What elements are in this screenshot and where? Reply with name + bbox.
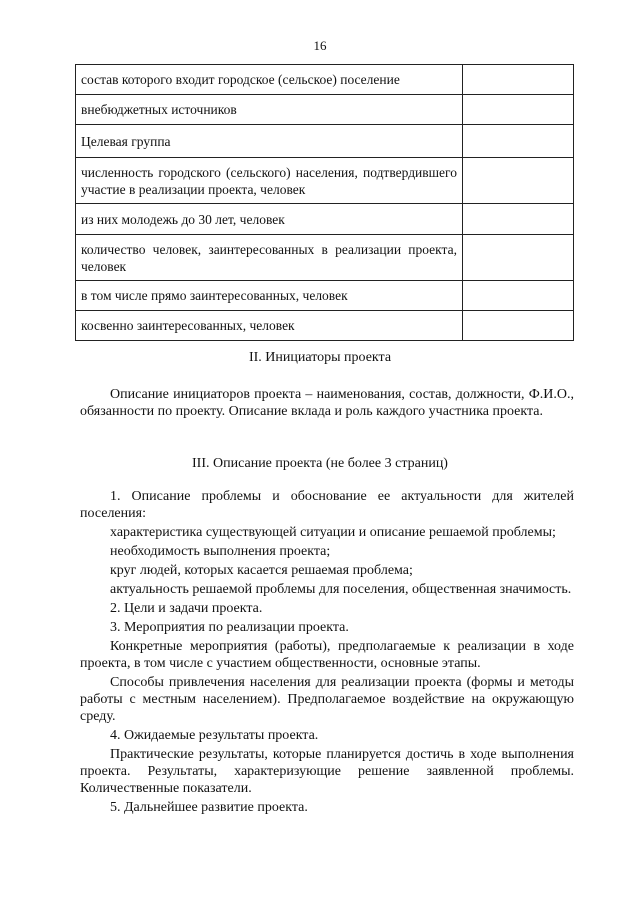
row-value — [463, 65, 574, 95]
paragraph: 5. Дальнейшее развитие проекта. — [110, 800, 308, 815]
row-label: в том числе прямо заинтересованных, человек — [76, 281, 463, 311]
paragraph: Конкретные мероприятия (работы), предполагаемые к реализации в ходе проекта, в том числе с участием общественности, основные этапы. — [80, 639, 574, 671]
row-label: количество человек, заинтересованных в реализации проекта, человек — [76, 235, 463, 281]
row-value — [463, 158, 574, 204]
paragraph: 4. Ожидаемые результаты проекта. — [110, 728, 319, 743]
table-row — [76, 95, 574, 125]
table-row — [76, 204, 574, 235]
row-label: состав которого входит городское (сельское) поселение — [76, 65, 463, 95]
row-label: косвенно заинтересованных, человек — [76, 311, 463, 341]
table-row — [76, 65, 574, 95]
project-form-table — [75, 64, 574, 341]
paragraph: необходимость выполнения проекта; — [110, 544, 331, 559]
paragraph: 2. Цели и задачи проекта. — [110, 601, 263, 616]
paragraph: 3. Мероприятия по реализации проекта. — [110, 620, 349, 635]
row-value — [463, 311, 574, 341]
paragraph: характеристика существующей ситуации и описание решаемой проблемы; — [110, 525, 556, 540]
paragraph: круг людей, которых касается решаемая проблема; — [110, 563, 413, 578]
row-label: внебюджетных источников — [76, 95, 463, 125]
row-value — [463, 125, 574, 158]
paragraph: актуальность решаемой проблемы для поселения, общественная значимость. — [110, 582, 572, 597]
paragraph: 1. Описание проблемы и обоснование ее актуальности для жителей поселения: — [80, 489, 574, 521]
row-value — [463, 95, 574, 125]
table-row — [76, 125, 574, 158]
paragraph: Способы привлечения населения для реализации проекта (формы и методы работы с местным населением). Предполагаемое воздействие на окружающую среду. — [80, 675, 574, 724]
table-row — [76, 311, 574, 341]
section-3-body — [80, 488, 574, 818]
table-row — [76, 158, 574, 204]
section-2-heading: II. Инициаторы проекта — [248, 350, 392, 365]
section-2-text: Описание инициаторов проекта – наименования, состав, должности, Ф.И.О., обязанности по проекту. Описание вклада и роль каждого участника проекта. — [80, 387, 574, 419]
row-value — [463, 235, 574, 281]
page-number: 16 — [313, 38, 327, 53]
row-value — [463, 204, 574, 235]
table-row — [76, 281, 574, 311]
row-label: Целевая группа — [76, 125, 463, 158]
table-row — [76, 235, 574, 281]
paragraph: Практические результаты, которые планируется достичь в ходе выполнения проекта. Результаты, характеризующие решение заявленной проблемы. Количественные показатели. — [80, 747, 574, 796]
row-label: численность городского (сельского) населения, подтвердившего участие в реализации проекта, человек — [76, 158, 463, 204]
row-value — [463, 281, 574, 311]
section-3-heading: III. Описание проекта (не более 3 страниц) — [192, 456, 448, 471]
row-label: из них молодежь до 30 лет, человек — [76, 204, 463, 235]
